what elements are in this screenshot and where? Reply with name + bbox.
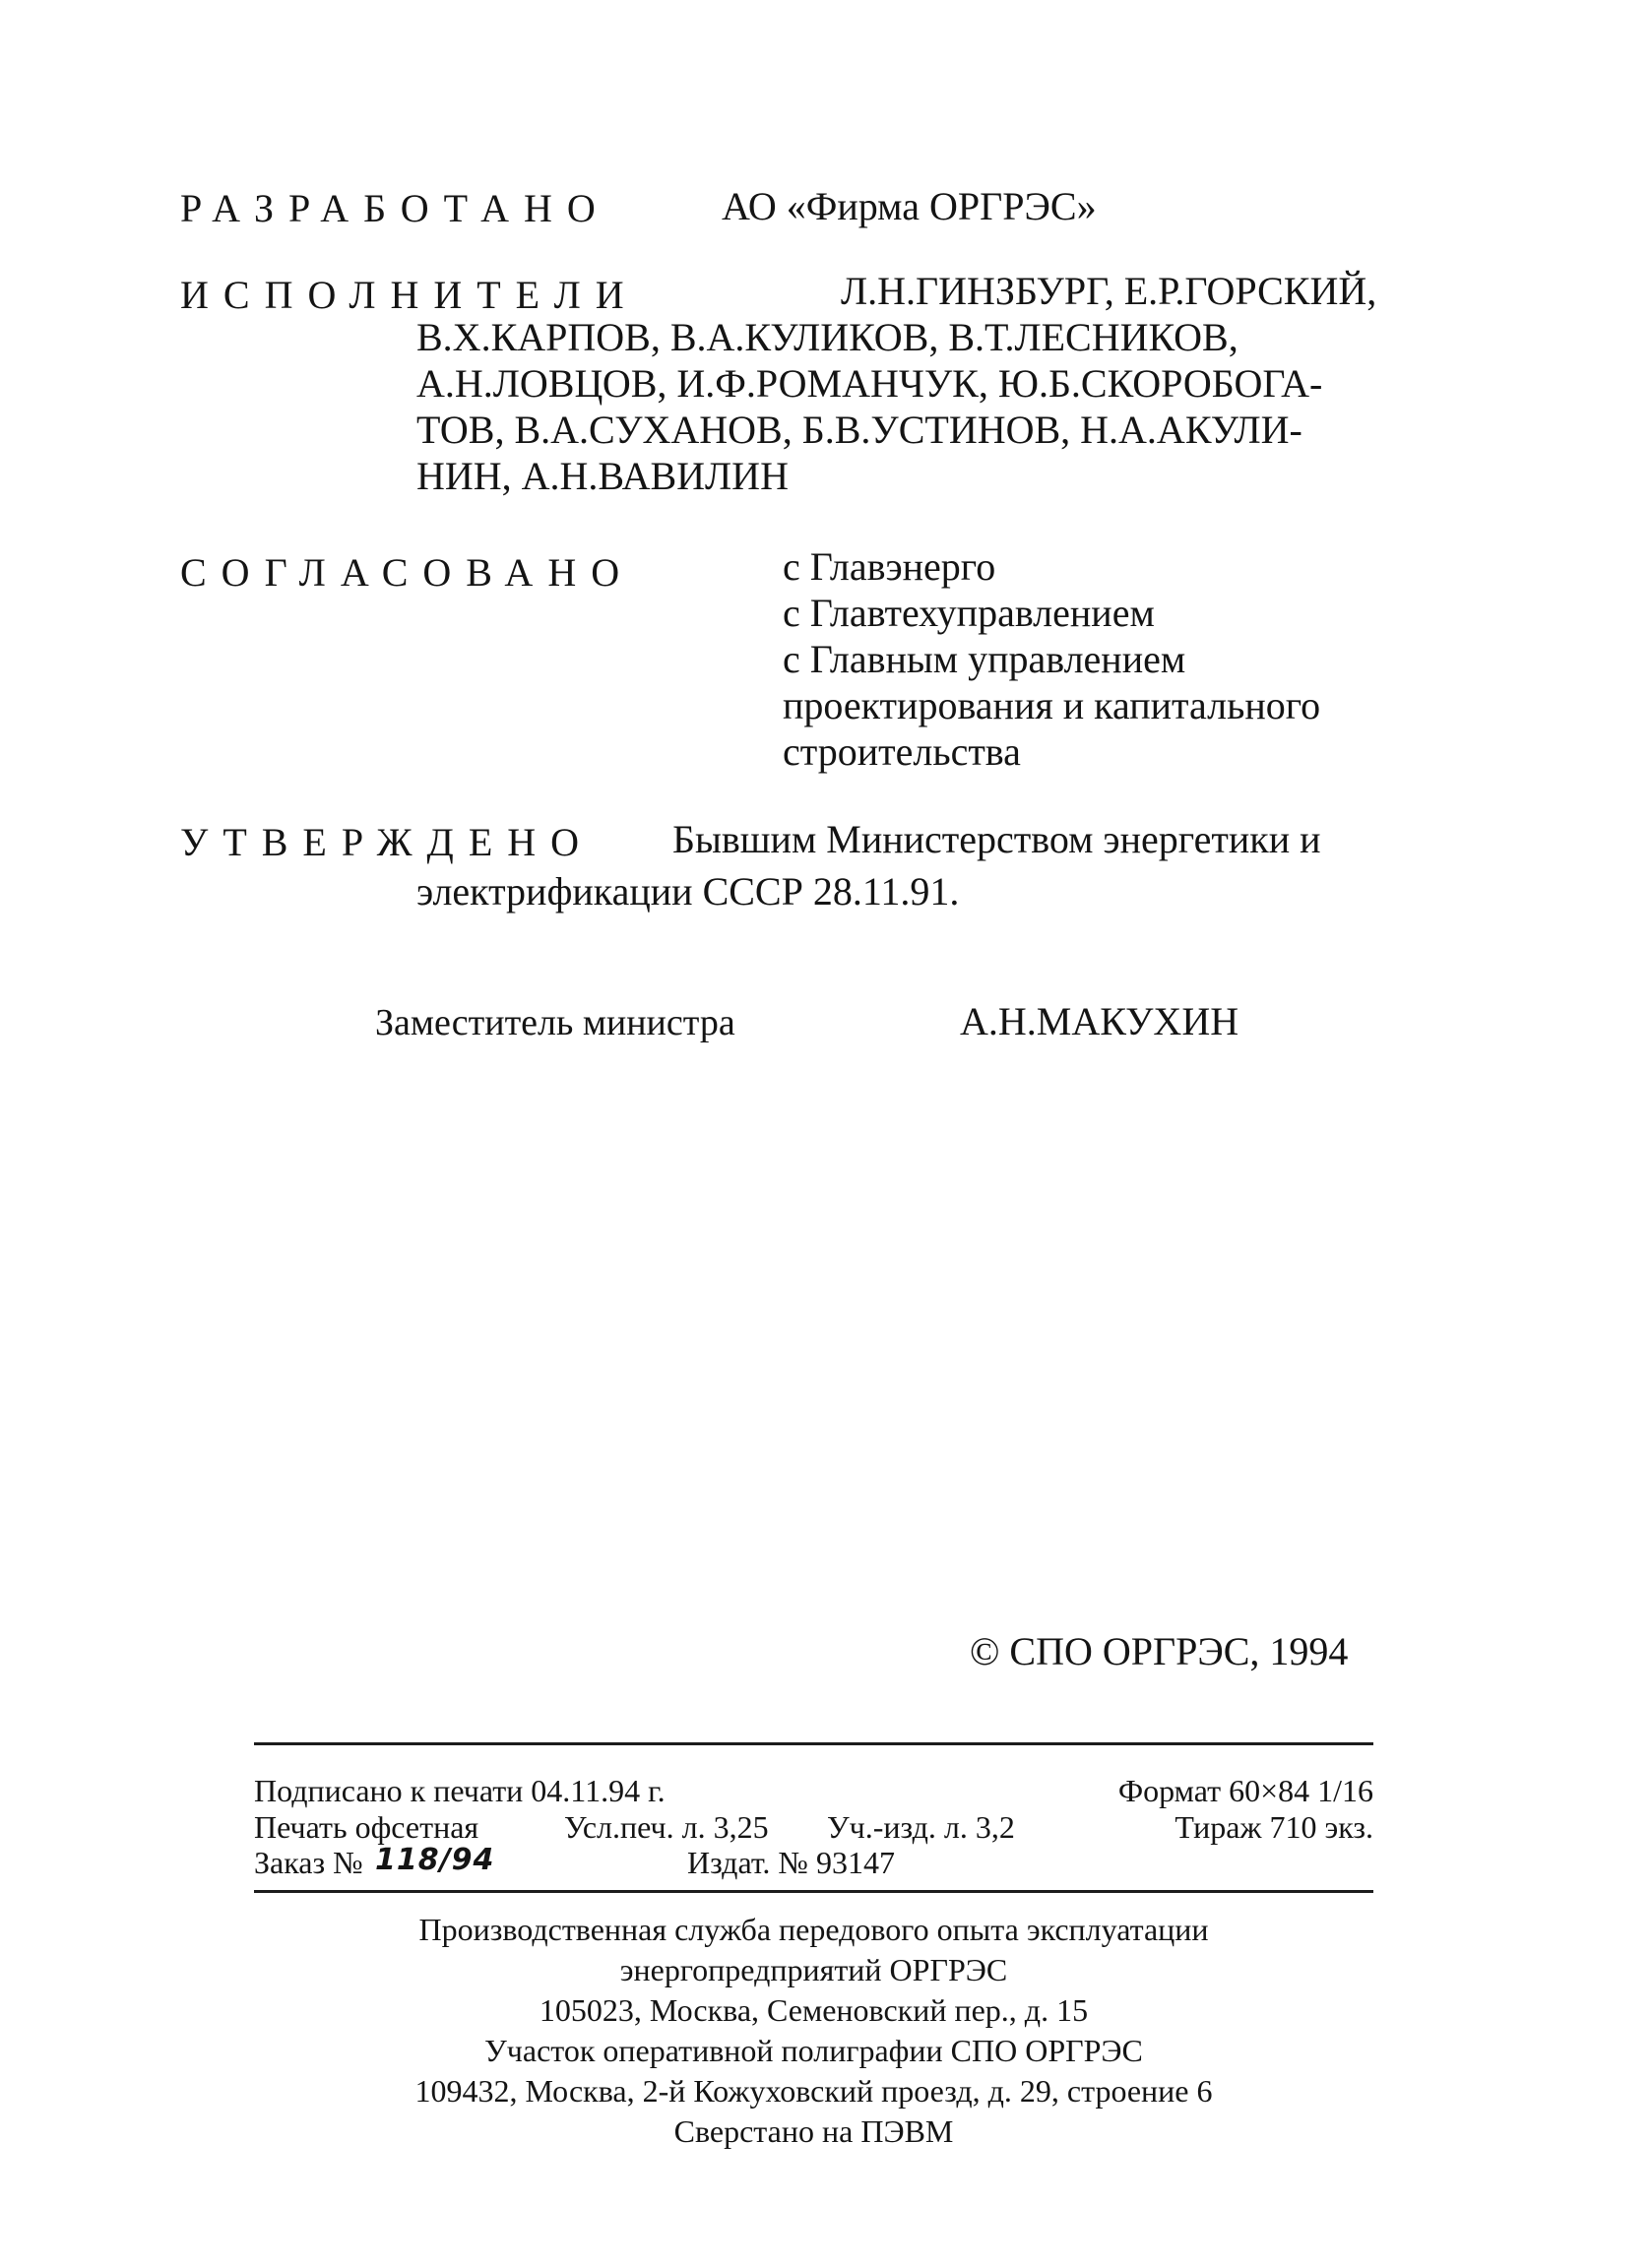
- imprint-row-2: [254, 1809, 1373, 1847]
- publisher-line: энергопредприятий ОРГРЭС: [619, 1952, 1008, 1987]
- imprint-top-rule: [254, 1742, 1373, 1745]
- order-label: Заказ №: [254, 1845, 363, 1880]
- signatory-name: А.Н.МАКУХИН: [960, 999, 1239, 1043]
- publisher-block: [254, 1910, 1373, 2152]
- print-sheets: Усл.печ. л. 3,25: [564, 1809, 769, 1845]
- agreed-line: с Главным управлением: [783, 637, 1186, 681]
- executors-line: Л.Н.ГИНЗБУРГ, Е.Р.ГОРСКИЙ,: [841, 269, 1377, 313]
- developed-label: РАЗРАБОТАНО: [180, 186, 610, 230]
- copyright: © СПО ОРГРЭС, 1994: [970, 1629, 1349, 1673]
- developed-value: АО «Фирма ОРГРЭС»: [722, 184, 1097, 228]
- print-run: Тираж 710 экз.: [1175, 1809, 1373, 1845]
- agreed-line: проектирования и капитального: [783, 683, 1321, 727]
- order-number-handwritten: 118/94: [375, 1843, 495, 1877]
- publishing-sheets: Уч.-изд. л. 3,2: [827, 1809, 1015, 1845]
- paper-format: Формат 60×84 1/16: [1117, 1773, 1373, 1808]
- agreed-list: [783, 543, 1320, 775]
- agreed-line: с Главтехуправлением: [783, 591, 1155, 635]
- executors-line: А.Н.ЛОВЦОВ, И.Ф.РОМАНЧУК, Ю.Б.СКОРОБОГА-: [416, 361, 1323, 406]
- imprint-bottom-rule: [254, 1890, 1373, 1893]
- publication-number: Издат. № 93147: [687, 1845, 895, 1880]
- printing-method: Печать офсетная: [254, 1809, 479, 1845]
- executors-line: НИН, А.Н.ВАВИЛИН: [416, 454, 789, 498]
- imprint-row-3: [254, 1845, 1373, 1882]
- agreed-line: строительства: [783, 729, 1021, 774]
- publisher-line: Сверстано на ПЭВМ: [673, 2113, 954, 2149]
- publisher-line: 109432, Москва, 2-й Кожуховский проезд, д. 29, строение 6: [414, 2073, 1213, 2109]
- imprint-row-1: [254, 1773, 1373, 1810]
- approved-line-1: Бывшим Министерством энергетики и: [672, 817, 1321, 861]
- publisher-line: 105023, Москва, Семеновский пер., д. 15: [539, 1992, 1089, 2028]
- publisher-line: Участок оперативной полиграфии СПО ОРГРЭС: [484, 2033, 1143, 2068]
- executors-line: ТОВ, В.А.СУХАНОВ, Б.В.УСТИНОВ, Н.А.АКУЛИ-: [416, 408, 1302, 452]
- signed-date: Подписано к печати 04.11.94 г.: [254, 1773, 666, 1808]
- signatory-position: Заместитель министра: [375, 1002, 735, 1043]
- agreed-label: СОГЛАСОВАНО: [180, 550, 635, 595]
- publisher-line: Производственная служба передового опыта эксплуатации: [418, 1912, 1209, 1947]
- approved-line-2: электрификации СССР 28.11.91.: [416, 869, 960, 914]
- executors-label: ИСПОЛНИТЕЛИ: [180, 273, 639, 317]
- executors-list: [416, 268, 1376, 499]
- approved-label: УТВЕРЖДЕНО: [180, 820, 595, 864]
- executors-line: В.Х.КАРПОВ, В.А.КУЛИКОВ, В.Т.ЛЕСНИКОВ,: [416, 315, 1238, 359]
- agreed-line: с Главэнерго: [783, 544, 996, 589]
